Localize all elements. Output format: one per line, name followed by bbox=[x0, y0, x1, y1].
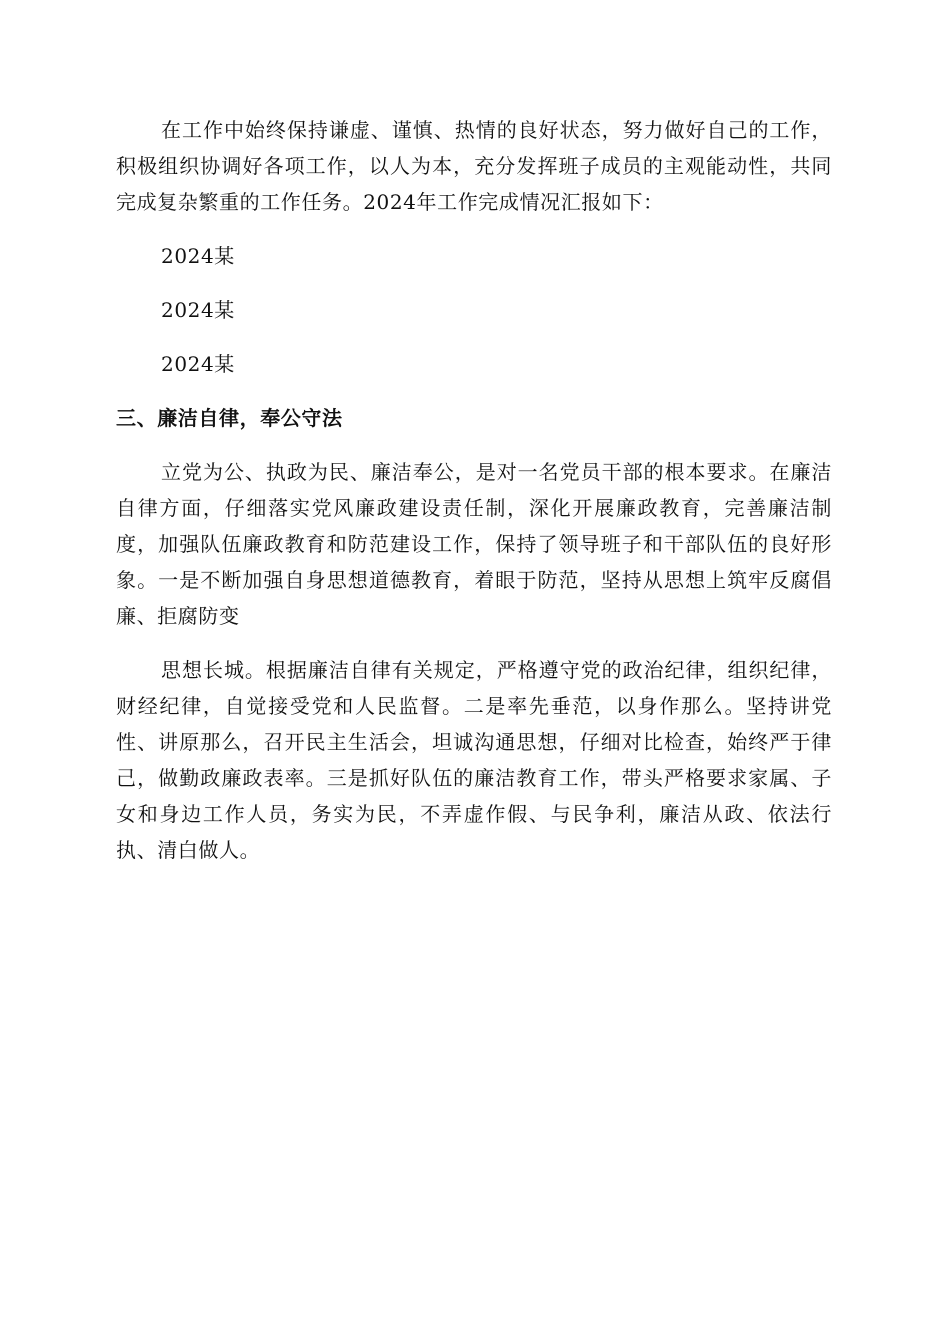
document-body bbox=[116, 112, 832, 886]
body-paragraph: 思想长城。根据廉洁自律有关规定，严格遵守党的政治纪律，组织纪律，财经纪律，自觉接受党和人民监督。二是率先垂范，以身作那么。坚持讲党性、讲原那么，召开民主生活会，坦诚沟通思想，仔细对比检查，始终严于律己，做勤政廉政表率。三是抓好队伍的廉洁教育工作，带头严格要求家属、子女和身边工作人员，务实为民，不弄虚作假、与民争利，廉洁从政、依法行执、清白做人。 bbox=[116, 658, 832, 862]
list-item: 2024某 bbox=[161, 298, 235, 322]
intro-paragraph: 在工作中始终保持谦虚、谨慎、热情的良好状态，努力做好自己的工作，积极组织协调好各项工作，以人为本，充分发挥班子成员的主观能动性，共同完成复杂繁重的工作任务。2024年工作完成情况汇报如下： bbox=[116, 118, 832, 214]
section-heading: 三、廉洁自律，奉公守法 bbox=[116, 406, 343, 430]
body-paragraph: 立党为公、执政为民、廉洁奉公，是对一名党员干部的根本要求。在廉洁自律方面，仔细落实党风廉政建设责任制，深化开展廉政教育，完善廉洁制度，加强队伍廉政教育和防范建设工作，保持了领导班子和干部队伍的良好形象。一是不断加强自身思想道德教育，着眼于防范，坚持从思想上筑牢反腐倡廉、拒腐防变 bbox=[116, 460, 832, 628]
list-item: 2024某 bbox=[161, 352, 235, 376]
list-item: 2024某 bbox=[161, 244, 235, 268]
